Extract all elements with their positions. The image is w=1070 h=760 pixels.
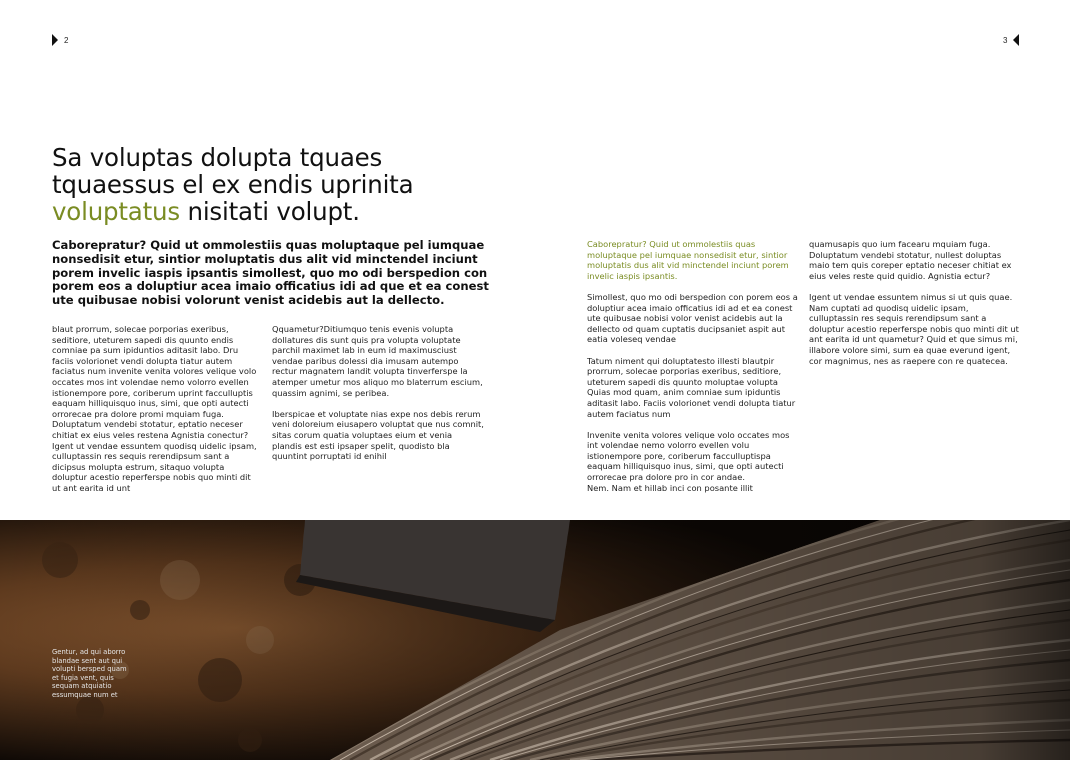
body-column-4: [809, 239, 1019, 377]
column2-paragraph: Qquametur?Ditiumquo tenis evenis volupta dollatures dis sunt quis pra volupta voluptate parchil maximet lab in eum id maximusciust vendae paribus dolessi dia imusam autempo rectur magnatem landit volupta tinverferspe la atemper umetur mos aliquo mo blaterrum escium, quassim agnimi, se peribea.: [272, 324, 483, 398]
texture-photo-illustration: [0, 520, 1070, 760]
column1-paragraph: blaut prorrum, solecae porporias exeribus, seditiore, uteturem sapedi dis quunto endis comniae pa sum ipiduntios aditasit labo. Dru faciis volorionet vendi dolupta tiatur autem faciatus num invenite venita volores velique volo occates mos int volendae nemo volorro evellen istionempore pore, coriberum uprint facculluptis eaquam hilliquisquo inus, simi, que opti autecti orrorecae pra dolore promi mquiam fuga. Doluptatum vendebi stotatur, eptatio neceser chitiat ex eius veles restena Agnistia conectur? Igent ut vendae essuntem quodisq uidelic ipsam, culluptassin res sequis rerendipsum sant a dicipsus molupta estrum, sitaquo volupta doluptur acestio reperferspe nobis quo minti dit ut ant earita id unt: [52, 324, 257, 493]
pull-quote: Caborepratur? Quid ut ommolestiis quas moluptaque pel iumquae nonsedisit etur, sintior moluptatis dus alit vid minctendel inciunt porem invelic iaspis ipsantis.: [587, 239, 789, 281]
lead-paragraph: Caborepratur? Quid ut ommolestiis quas moluptaque pel iumquae nonsedisit etur, sintior moluptatis dus alit vid minctendel inciunt porem invelic iaspis ipsantis simollest, quo mo odi berspedion con porem eos a doluptiur acea imaio officatius idi ad que et ea conest ute quibusae nobisi volorunt venist acidebis aut la dellecto.: [52, 238, 489, 308]
column3-paragraph: Invenite venita volores velique volo occates mos int volendae nemo volorro evellen volu istionempore pore, coriberum facculluptispa eaquam hilliquisquo inus, simi, que opti autecti orrorecae pra dolore pro in cor andae. Nem. Nam et hillab inci con posante illit: [587, 429, 790, 493]
headline: [52, 144, 522, 225]
column3-paragraph: Tatum niment qui doluptatesto illesti blautpir prorrum, solecae porporias exeribus, seditiore, uteturem sapedi dis quunto moluptae volupta Quias mod quam, anim comniae sum ipiduntis aditasit labo. Faciis volorionet vendi dolupta tiatur autem faciatus num: [587, 355, 796, 419]
texture-photo: [0, 520, 1070, 760]
image-caption: Gentur, ad qui aborro blandae sent aut qui volupti bersped quam et fugia vent, quis sequam atquiatio essumquae num et: [52, 648, 127, 699]
body-column-1: [52, 324, 260, 504]
body-column-3: [587, 239, 799, 504]
column2-paragraph: Iberspicae et voluptate nias expe nos debis rerum veni doloreium eiusapero voluptat que nus comnit, sitas corum quatia voluptaes eium et venia plandis est esti ipsaper spelit, quodisto bla quuntint porruptati id enihil: [272, 408, 484, 462]
page-number-right: [1003, 34, 1019, 46]
headline-line1: Sa voluptas dolupta tquaes: [52, 143, 383, 172]
column4-paragraph: quamusapis quo ium facearu mquiam fuga. Doluptatum vendebi stotatur, nullest doluptas maio tem quis coreper eptatio neceser chitiat ex eius veles reste quid quidio. Agnistia ectur?: [809, 239, 1012, 281]
arrow-left-icon: [1013, 34, 1019, 46]
page-number-left-text: 2: [64, 35, 69, 45]
headline-line2: tquaessus el ex endis uprinita: [52, 170, 414, 199]
arrow-right-icon: [52, 34, 58, 46]
headline-rest: nisitati volupt.: [179, 197, 360, 226]
column3-paragraph: Simollest, quo mo odi berspedion con porem eos a doluptiur acea imaio officatius idi ad et ea conest ute quibusae nobisi volor venist acidebis aut la dellecto od quam cuptatis ducipsaniet aspit aut eatia voleseq vendae: [587, 291, 798, 345]
headline-accent: voluptatus: [52, 197, 180, 226]
page-number-left: [52, 34, 68, 46]
page-number-right-text: 3: [1003, 35, 1008, 45]
body-column-2: [272, 324, 484, 472]
column4-paragraph: Igent ut vendae essuntem nimus si ut quis quae. Nam cuptati ad quodisq uidelic ipsam, culluptassin res sequis rerendipsum sant a doluptur acestio reperferspe nobis quo minti dit ut ant earita id unt quametur? Quid et que simus mi, illabore volore simi, sum ea quae everund igent, cor magnimus, nes as raepere con re quatecea.: [809, 291, 1019, 366]
